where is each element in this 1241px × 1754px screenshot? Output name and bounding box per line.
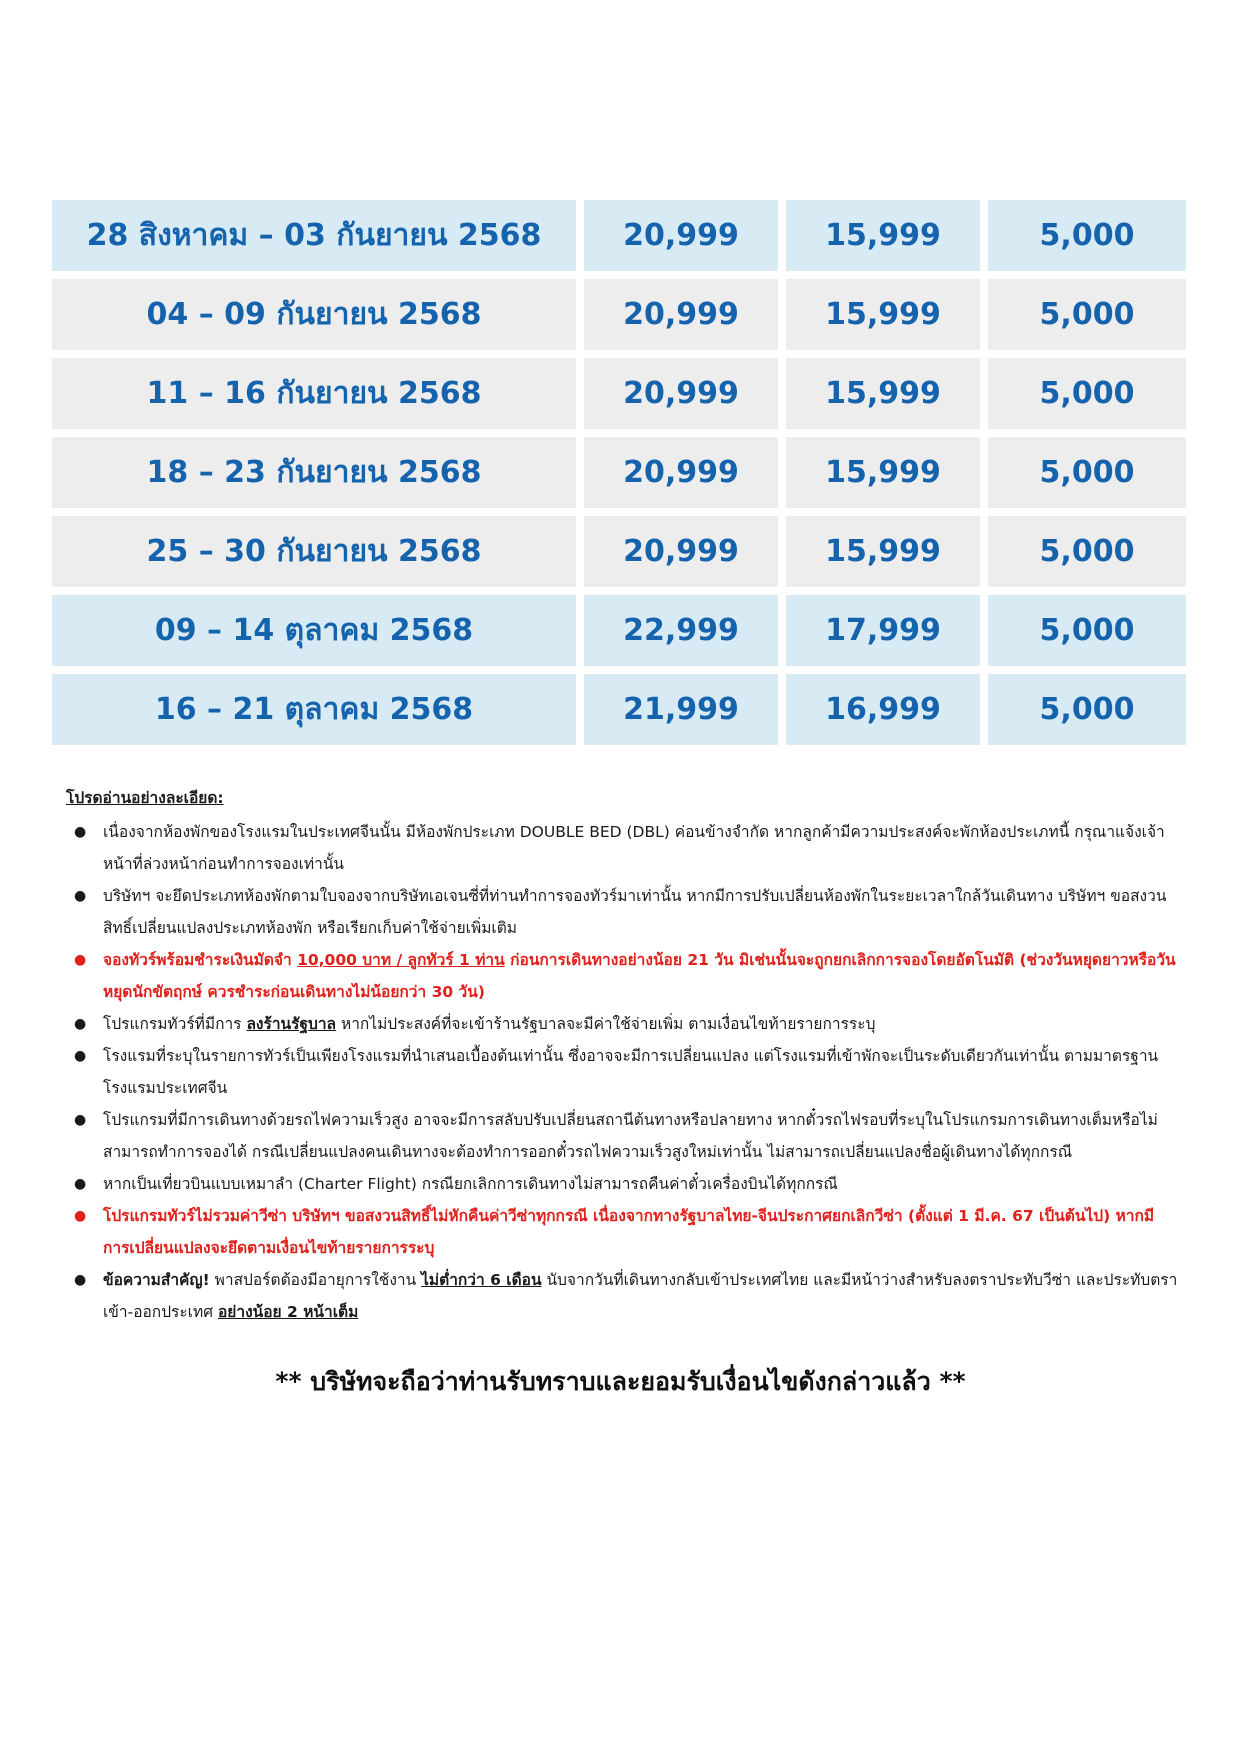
- departure-dates-cell: 25 – 30 กันยายน 2568: [52, 516, 576, 587]
- single-supplement-cell: 5,000: [988, 358, 1186, 429]
- terms-heading: โปรดอ่านอย่างละเอียด:: [66, 789, 224, 807]
- bullet-icon: ●: [74, 1112, 87, 1128]
- child-price-cell: 15,999: [786, 200, 980, 271]
- terms-item: [66, 1168, 1180, 1200]
- terms-item: [66, 880, 1180, 944]
- price-row: [52, 200, 1186, 271]
- adult-price-cell: 20,999: [584, 279, 778, 350]
- terms-list: [66, 816, 1180, 1328]
- bullet-icon: ●: [74, 1272, 87, 1288]
- price-row: [52, 437, 1186, 508]
- bullet-icon: ●: [74, 888, 87, 904]
- terms-text: อย่างน้อย 2 หน้าเต็ม: [217, 1303, 359, 1321]
- single-supplement-cell: 5,000: [988, 674, 1186, 745]
- adult-price-cell: 21,999: [584, 674, 778, 745]
- terms-item: [66, 1040, 1180, 1104]
- terms-text: โรงแรมที่ระบุในรายการทัวร์เป็นเพียงโรงแรมที่นำเสนอเบื้องต้นเท่านั้น ซึ่งอาจจะมีการเปลี่ยนแปลง แต่โรงแรมที่เข้าพักจะเป็นระดับเดียวกันเท่านั้น ตามมาตรฐานโรงแรมประเทศจีน: [103, 1047, 1159, 1097]
- terms-item: [66, 1264, 1180, 1328]
- child-price-cell: 15,999: [786, 358, 980, 429]
- bullet-icon: ●: [74, 1176, 87, 1192]
- child-price-cell: 15,999: [786, 516, 980, 587]
- price-row: [52, 358, 1186, 429]
- terms-text: โปรแกรมทัวร์ที่มีการ: [103, 1015, 247, 1033]
- single-supplement-cell: 5,000: [988, 516, 1186, 587]
- departure-dates-cell: 16 – 21 ตุลาคม 2568: [52, 674, 576, 745]
- terms-text: ไม่ต่ำกว่า 6 เดือน: [421, 1271, 542, 1289]
- terms-text: ลงร้านรัฐบาล: [246, 1015, 337, 1033]
- terms-text: หากไม่ประสงค์ที่จะเข้าร้านรัฐบาลจะมีค่าใช้จ่ายเพิ่ม ตามเงื่อนไขท้ายรายการระบุ: [336, 1015, 876, 1033]
- single-supplement-cell: 5,000: [988, 595, 1186, 666]
- single-supplement-cell: 5,000: [988, 200, 1186, 271]
- terms-item: [66, 1104, 1180, 1168]
- bullet-icon: ●: [74, 1048, 87, 1064]
- bullet-icon: ●: [74, 824, 87, 840]
- single-supplement-cell: 5,000: [988, 437, 1186, 508]
- departure-dates-cell: 04 – 09 กันยายน 2568: [52, 279, 576, 350]
- terms-text: โปรแกรมที่มีการเดินทางด้วยรถไฟความเร็วสูง อาจจะมีการสลับปรับเปลี่ยนสถานีต้นทางหรือปลายทาง หากตั๋วรถไฟรอบที่ระบุในโปรแกรมการเดินทางเต็มหรือไม่สามารถทำการจองได้ กรณีเปลี่ยนแปลงคนเดินทางจะต้องทำการออกตั๋วรถไฟความเร็วสูงใหม่เท่านั้น ไม่สามารถเปลี่ยนแปลงชื่อผู้เดินทางได้ทุกกรณี: [103, 1111, 1158, 1161]
- terms-item: [66, 944, 1180, 1008]
- terms-section: [66, 782, 1180, 1328]
- departure-dates-cell: 09 – 14 ตุลาคม 2568: [52, 595, 576, 666]
- bullet-icon: ●: [74, 1208, 87, 1224]
- child-price-cell: 15,999: [786, 279, 980, 350]
- terms-item: [66, 1008, 1180, 1040]
- terms-text: นับจากวันที่เดินทางกลับเข้าประเทศไทย และมีหน้าว่างสำหรับลงตราประทับวีซ่า และประทับตราเข้า-ออกประเทศ: [103, 1271, 1178, 1321]
- adult-price-cell: 20,999: [584, 516, 778, 587]
- terms-text: จองทัวร์พร้อมชำระเงินมัดจำ: [103, 951, 298, 969]
- child-price-cell: 15,999: [786, 437, 980, 508]
- single-supplement-cell: 5,000: [988, 279, 1186, 350]
- terms-text: พาสปอร์ตต้องมีอายุการใช้งาน: [209, 1271, 422, 1289]
- bullet-icon: ●: [74, 1016, 87, 1032]
- terms-text: ข้อความสำคัญ!: [103, 1271, 210, 1289]
- child-price-cell: 17,999: [786, 595, 980, 666]
- terms-text: 10,000 บาท / ลูกทัวร์ 1 ท่าน: [297, 951, 505, 969]
- price-table: [52, 200, 1186, 753]
- terms-text: โปรแกรมทัวร์ไม่รวมค่าวีซ่า บริษัทฯ ขอสงวนสิทธิ์ไม่หักคืนค่าวีซ่าทุกกรณี เนื่องจากทางรัฐบาลไทย-จีนประกาศยกเลิกวีซ่า (ตั้งแต่ 1 มี.ค. 67 เป็นต้นไป) หากมีการเปลี่ยนแปลงจะยึดตามเงื่อนไขท้ายรายการระบุ: [103, 1207, 1155, 1257]
- terms-item: [66, 1200, 1180, 1264]
- price-row: [52, 674, 1186, 745]
- price-row: [52, 516, 1186, 587]
- terms-text: บริษัทฯ จะยึดประเภทห้องพักตามใบจองจากบริษัทเอเจนซี่ที่ท่านทำการจองทัวร์มาเท่านั้น หากมีการปรับเปลี่ยนห้องพักในระยะเวลาใกล้วันเดินทาง บริษัทฯ ขอสงวนสิทธิ์เปลี่ยนแปลงประเภทห้องพัก หรือเรียกเก็บค่าใช้จ่ายเพิ่มเติม: [103, 887, 1167, 937]
- adult-price-cell: 20,999: [584, 437, 778, 508]
- adult-price-cell: 20,999: [584, 358, 778, 429]
- departure-dates-cell: 18 – 23 กันยายน 2568: [52, 437, 576, 508]
- price-row: [52, 279, 1186, 350]
- price-row: [52, 595, 1186, 666]
- terms-item: [66, 816, 1180, 880]
- departure-dates-cell: 11 – 16 กันยายน 2568: [52, 358, 576, 429]
- bullet-icon: ●: [74, 952, 87, 968]
- terms-text: เนื่องจากห้องพักของโรงแรมในประเทศจีนนั้น มีห้องพักประเภท DOUBLE BED (DBL) ค่อนข้างจำกัด หากลูกค้ามีความประสงค์จะพักห้องประเภทนี้ กรุณาแจ้งเจ้าหน้าที่ล่วงหน้าก่อนทำการจองเท่านั้น: [103, 823, 1165, 873]
- adult-price-cell: 20,999: [584, 200, 778, 271]
- terms-text: หากเป็นเที่ยวบินแบบเหมาลำ (Charter Flight) กรณียกเลิกการเดินทางไม่สามารถคืนค่าตั๋วเครื่องบินได้ทุกกรณี: [103, 1175, 838, 1193]
- terms-text: ก่อนการเดินทางอย่างน้อย 21 วัน มิเช่นนั้นจะถูกยกเลิกการจองโดยอัตโนมัติ (ช่วงวันหยุดยาวหรือวันหยุดนักขัตฤกษ์ ควรชำระก่อนเดินทางไม่น้อยกว่า 30 วัน): [103, 951, 1176, 1001]
- adult-price-cell: 22,999: [584, 595, 778, 666]
- acknowledgement-note: ** บริษัทจะถือว่าท่านรับทราบและยอมรับเงื่อนไขดังกล่าวแล้ว **: [275, 1367, 966, 1396]
- departure-dates-cell: 28 สิงหาคม – 03 กันยายน 2568: [52, 200, 576, 271]
- child-price-cell: 16,999: [786, 674, 980, 745]
